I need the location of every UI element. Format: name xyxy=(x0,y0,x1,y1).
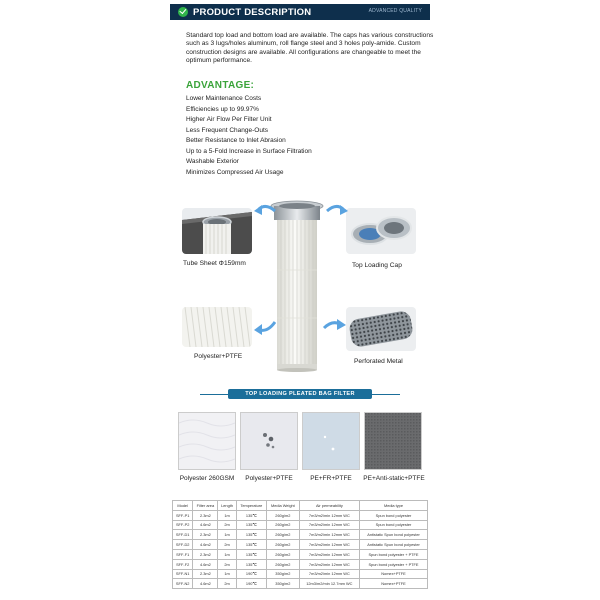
table-cell: 190℃ xyxy=(236,579,266,589)
table-cell: 1m xyxy=(218,549,236,559)
table-cell: 2m xyxy=(218,540,236,550)
table-cell: SFF-F1 xyxy=(173,549,193,559)
table-cell: 260g/m2 xyxy=(267,510,300,520)
table-cell: 190℃ xyxy=(236,569,266,579)
col-header: Model xyxy=(173,501,193,511)
table-cell: 135℃ xyxy=(236,510,266,520)
table-cell: 7m3/m2/min 12mm WC xyxy=(299,510,359,520)
perforated-metal-photo xyxy=(346,307,416,351)
table-cell: 12m3/m2/min 12.7mm WC xyxy=(299,579,359,589)
table-cell: Spun bond polyester + PTFE xyxy=(360,549,428,559)
top-cap-photo xyxy=(346,208,416,254)
table-cell: 350g/m2 xyxy=(267,569,300,579)
polyester-label: Polyester+PTFE xyxy=(194,353,243,360)
swatch-label: Polyester+PTFE xyxy=(245,475,293,482)
table-cell: Spun bond polyester xyxy=(360,520,428,530)
table-row xyxy=(173,559,428,569)
table-cell: 1m xyxy=(218,569,236,579)
table-cell: Nomex+PTFE xyxy=(360,579,428,589)
table-cell: 260g/m2 xyxy=(267,540,300,550)
section-divider-right xyxy=(372,394,400,395)
table-cell: 350g/m2 xyxy=(267,579,300,589)
table-cell: 7m3/m2/min 12mm WC xyxy=(299,540,359,550)
advantage-item: Higher Air Flow Per Filter Unit xyxy=(186,116,272,123)
col-header: Air permeability xyxy=(299,501,359,511)
section-header-banner xyxy=(170,4,430,20)
table-cell: SFF-D2 xyxy=(173,540,193,550)
check-icon xyxy=(178,7,188,17)
col-header: Length xyxy=(218,501,236,511)
table-cell: SFF-F2 xyxy=(173,559,193,569)
table-cell: SFF-N2 xyxy=(173,579,193,589)
advantage-list xyxy=(186,94,312,178)
table-row xyxy=(173,530,428,540)
advantage-item: Lower Maintenance Costs xyxy=(186,95,262,102)
swatch-polyester xyxy=(178,412,236,470)
table-row xyxy=(173,569,428,579)
swatch-polyester-ptfe xyxy=(240,412,298,470)
advantage-item: Minimizes Compressed Air Usage xyxy=(186,168,284,176)
table-cell: SFF-P2 xyxy=(173,520,193,530)
table-cell: 2.3m2 xyxy=(193,510,218,520)
table-cell: 7m3/m2/min 12mm WC xyxy=(299,530,359,540)
table-cell: 1m xyxy=(218,530,236,540)
table-row xyxy=(173,510,428,520)
header-subtitle: ADVANCED QUALITY xyxy=(368,8,422,14)
table-cell: 135℃ xyxy=(236,549,266,559)
advantage-item: Efficiencies up to 99.97% xyxy=(186,105,259,113)
table-cell: 135℃ xyxy=(236,540,266,550)
col-header: Media type xyxy=(360,501,428,511)
table-cell: 260g/m2 xyxy=(267,520,300,530)
intro-paragraph: Standard top load and bottom load are available. The caps has various constructions such as 3 lugs/holes aluminum, roll flange steel and 3 holes poly-amide. Custom construction designs are available. All configurations are changeable to meet the optimum performance. xyxy=(186,32,434,65)
advantage-item: Better Resistance to Inlet Abrasion xyxy=(186,137,286,144)
table-cell: 2m xyxy=(218,520,236,530)
table-row xyxy=(173,520,428,530)
table-header-row xyxy=(173,501,428,511)
advantage-item: Washable Exterior xyxy=(186,158,239,165)
table-cell: Antistatic Spun bond polyester xyxy=(360,540,428,550)
advantage-item: Up to a 5-Fold Increase in Surface Filtration xyxy=(186,147,312,155)
table-cell: 2.3m2 xyxy=(193,569,218,579)
arrow-to-tube-sheet xyxy=(254,203,276,217)
header-title: PRODUCT DESCRIPTION xyxy=(193,6,312,18)
swatch-label: PE+FR+PTFE xyxy=(310,475,352,482)
table-cell: 135℃ xyxy=(236,520,266,530)
table-cell: Antistatic Spun bond polyester xyxy=(360,530,428,540)
table-row xyxy=(173,549,428,559)
table-row xyxy=(173,540,428,550)
col-header: Filter area xyxy=(193,501,218,511)
table-cell: 4.6m2 xyxy=(193,579,218,589)
advantage-title: ADVANTAGE: xyxy=(186,80,255,91)
polyester-ptfe-photo xyxy=(182,307,252,347)
arrow-to-polyester xyxy=(254,320,276,336)
section-divider-left xyxy=(200,394,228,395)
tube-sheet-photo xyxy=(182,208,252,254)
table-cell: 7m3/m2/min 12mm WC xyxy=(299,569,359,579)
table-cell: 260g/m2 xyxy=(267,559,300,569)
section-title-banner: TOP LOADING PLEATED BAG FILTER xyxy=(228,389,372,399)
table-cell: 1m xyxy=(218,510,236,520)
table-cell: 2.3m2 xyxy=(193,549,218,559)
table-cell: 4.6m2 xyxy=(193,520,218,530)
swatch-label: PE+Anti-static+PTFE xyxy=(363,475,425,482)
pleated-filter-cartridge xyxy=(270,200,324,372)
table-cell: 135℃ xyxy=(236,559,266,569)
table-row xyxy=(173,579,428,589)
arrow-to-top-cap xyxy=(326,203,348,217)
swatch-label: Polyester 260GSM xyxy=(179,475,235,482)
table-cell: 4.6m2 xyxy=(193,559,218,569)
table-cell: SFF-D1 xyxy=(173,530,193,540)
table-cell: 260g/m2 xyxy=(267,549,300,559)
table-cell: 7m3/m2/min 12mm WC xyxy=(299,559,359,569)
table-cell: SFF-P1 xyxy=(173,510,193,520)
table-cell: 7m3/m2/min 12mm WC xyxy=(299,520,359,530)
arrow-to-metal xyxy=(322,318,346,334)
swatch-pe-fr-ptfe xyxy=(302,412,360,470)
table-cell: 135℃ xyxy=(236,530,266,540)
advantage-item: Less Frequent Change-Outs xyxy=(186,126,269,134)
tube-sheet-label: Tube Sheet Φ159mm xyxy=(183,260,246,267)
table-cell: 2m xyxy=(218,559,236,569)
table-cell: 7m3/m2/min 12mm WC xyxy=(299,549,359,559)
spec-table xyxy=(172,500,428,589)
perforated-metal-label: Perforated Metal xyxy=(354,358,403,365)
top-cap-label: Top Loading Cap xyxy=(352,262,402,269)
table-cell: 2.3m2 xyxy=(193,530,218,540)
table-cell: Spun bond polyester xyxy=(360,510,428,520)
col-header: Temperature xyxy=(236,501,266,511)
table-cell: 260g/m2 xyxy=(267,530,300,540)
table-cell: Nomex+PTFE xyxy=(360,569,428,579)
table-cell: 2m xyxy=(218,579,236,589)
swatch-pe-antistatic-ptfe xyxy=(364,412,422,470)
table-cell: 4.6m2 xyxy=(193,540,218,550)
table-cell: SFF-N1 xyxy=(173,569,193,579)
table-cell: Spun bond polyester + PTFE xyxy=(360,559,428,569)
col-header: Media Weight xyxy=(267,501,300,511)
